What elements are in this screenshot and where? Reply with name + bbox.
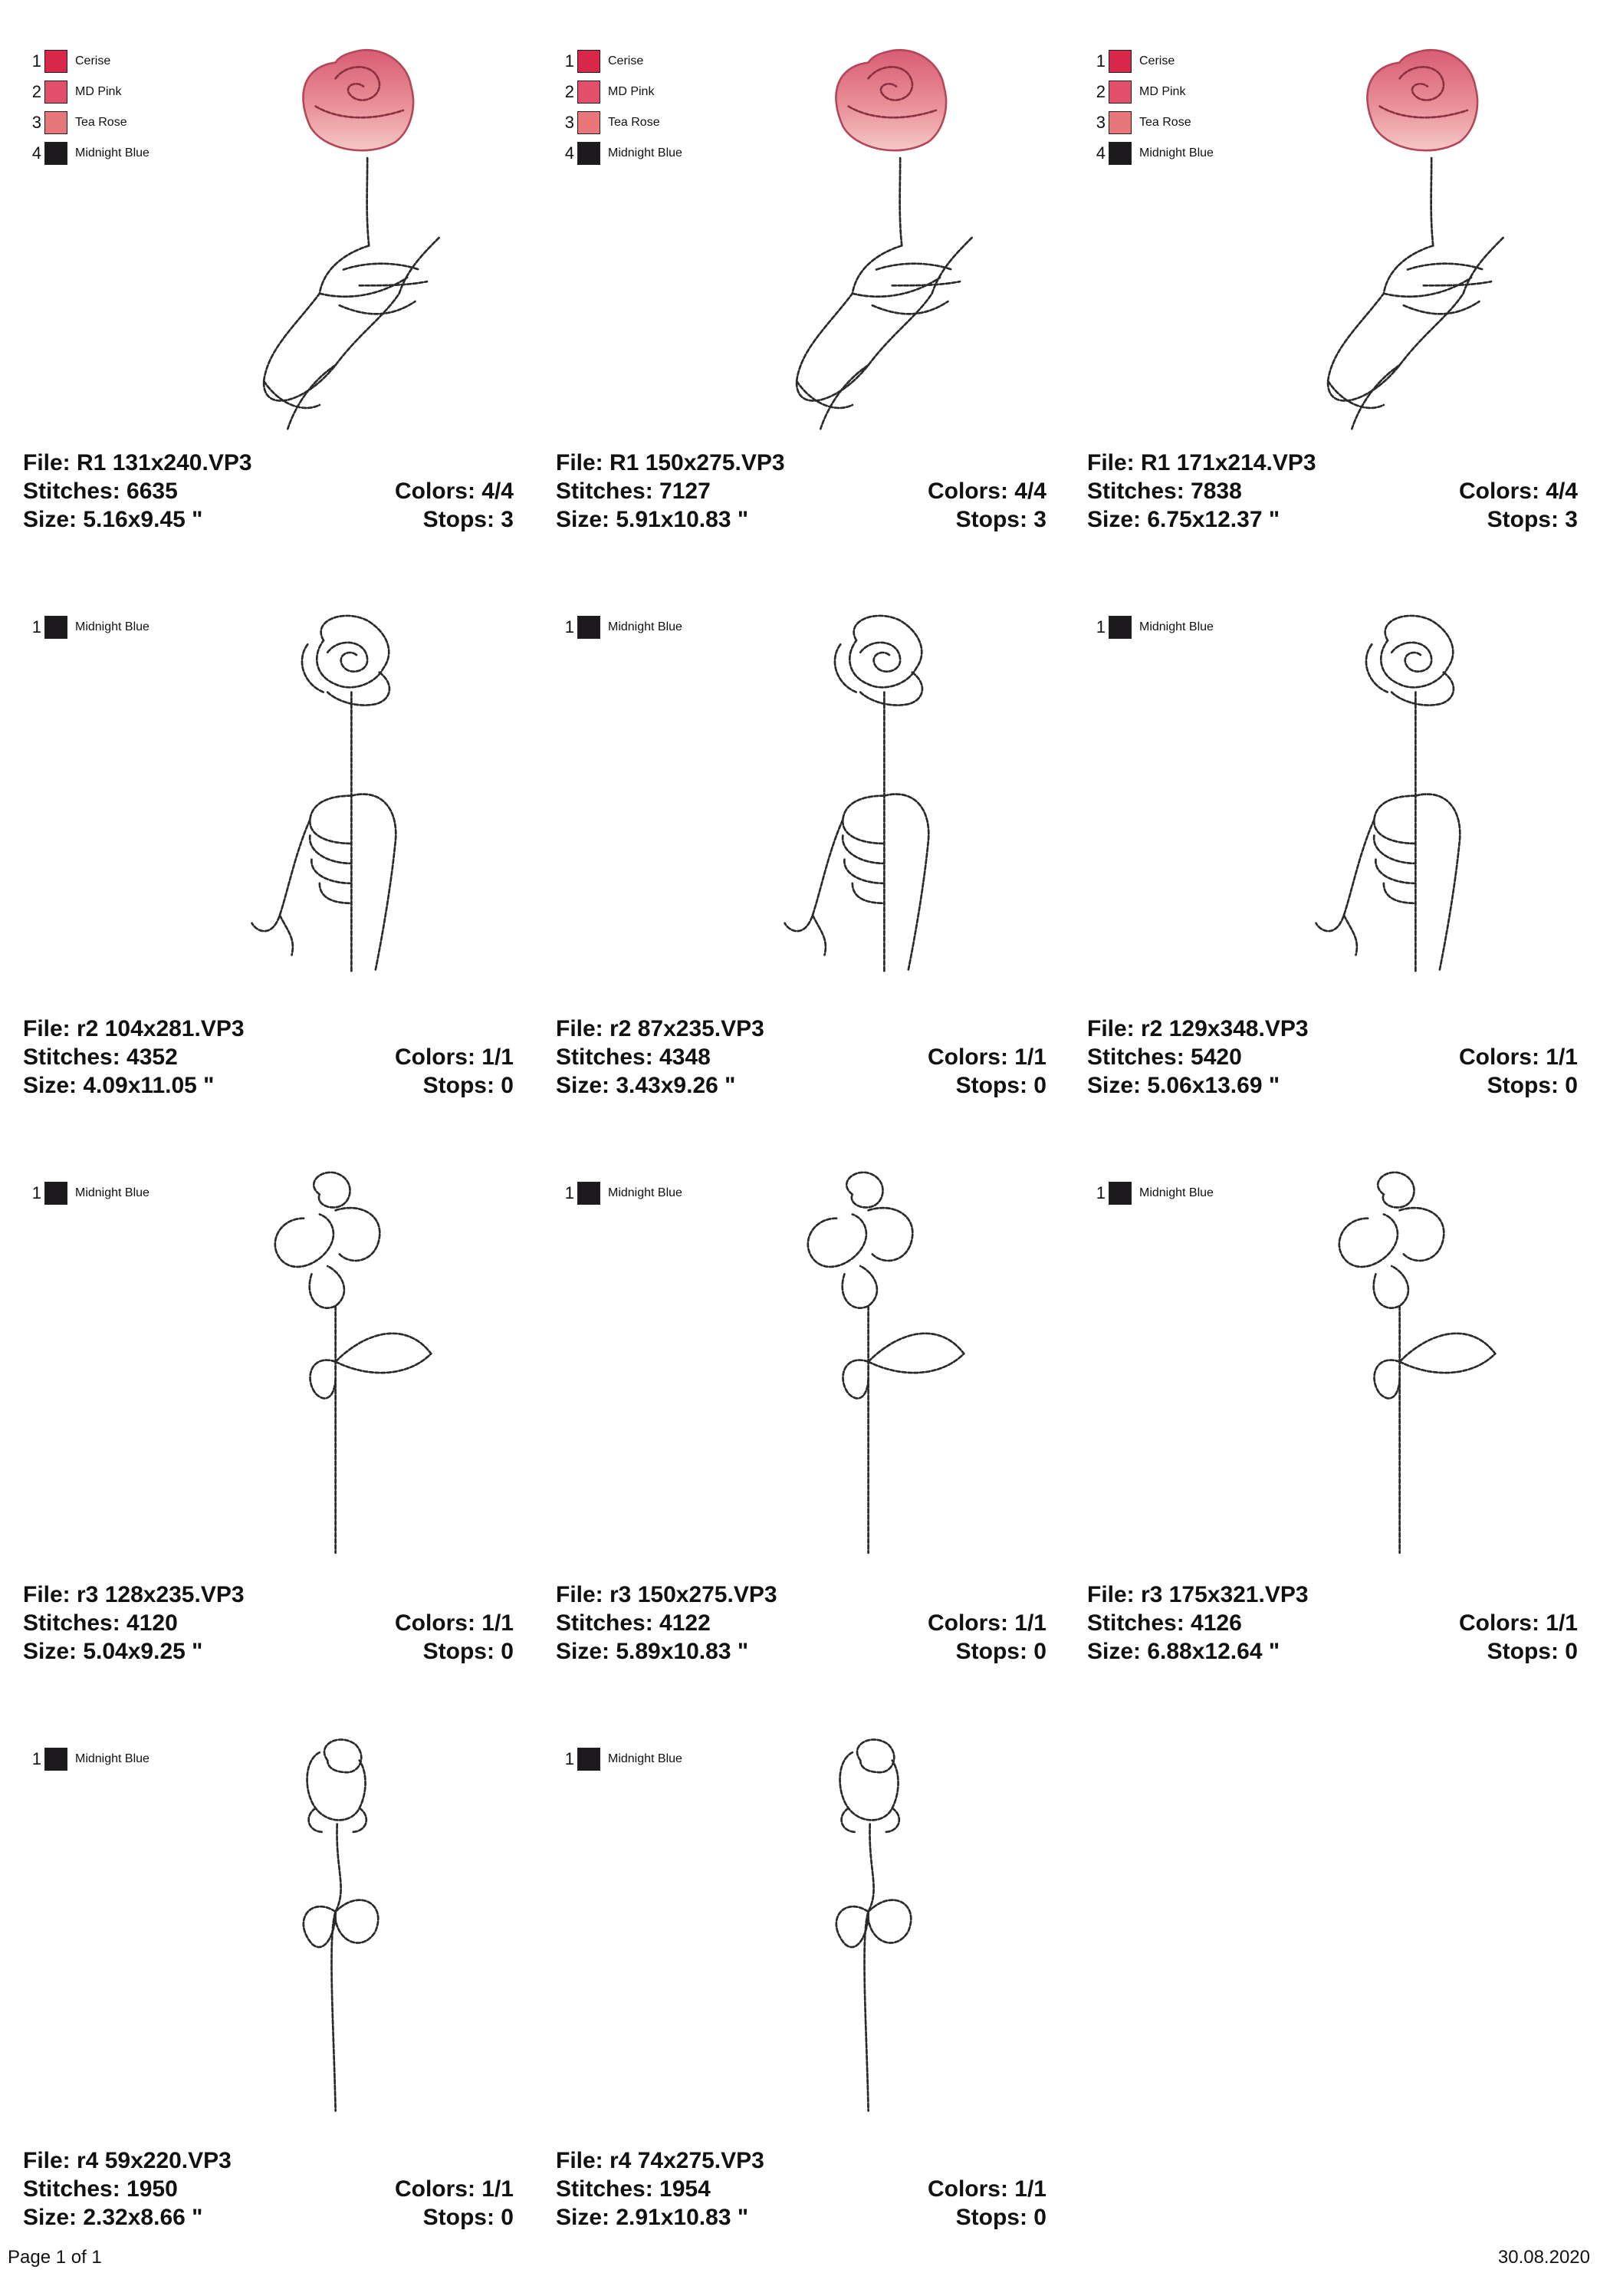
stop-count: Stops: 3: [1487, 507, 1578, 532]
thread-color-name: Midnight Blue: [1139, 146, 1214, 160]
thread-color-legend: [1095, 612, 1214, 643]
file-name: File: r4 74x275.VP3: [556, 2148, 764, 2173]
design-info: [556, 1015, 1046, 1100]
thread-color-swatch: [44, 142, 67, 165]
thread-color-swatch: [1109, 81, 1132, 104]
thread-color-legend: [1095, 1178, 1214, 1209]
thread-color-row: [564, 138, 682, 169]
thread-color-row: [564, 1178, 682, 1209]
rose-leaf-preview: [761, 1163, 991, 1577]
rose-leaf-preview: [228, 1163, 458, 1577]
design-size: Size: 6.75x12.37 ": [1087, 507, 1280, 532]
thread-color-number: 1: [31, 1183, 41, 1202]
design-info: [556, 1581, 1046, 1666]
thread-color-row: [31, 138, 150, 169]
stop-count: Stops: 0: [422, 1073, 514, 1098]
page-number: Page 1 of 1: [8, 2247, 102, 2268]
thread-color-swatch: [44, 616, 67, 639]
rose-leaf-drawing: [1293, 1163, 1523, 1577]
thread-color-number: 1: [31, 617, 41, 636]
design-size: Size: 3.43x9.26 ": [556, 1073, 736, 1098]
stitch-count: Stitches: 4348: [556, 1044, 711, 1070]
thread-color-legend: [31, 612, 150, 643]
thread-color-name: Midnight Blue: [1139, 620, 1214, 633]
thread-color-row: [31, 1178, 150, 1209]
thread-color-swatch: [577, 50, 600, 73]
rose-hand-preview: [228, 31, 458, 445]
color-count: Colors: 1/1: [394, 1610, 514, 1636]
thread-color-number: 2: [564, 82, 574, 101]
color-count: Colors: 4/4: [927, 479, 1046, 504]
stitch-count: Stitches: 4120: [23, 1610, 178, 1636]
thread-color-row: [1095, 612, 1214, 643]
thread-color-swatch: [44, 111, 67, 134]
thread-color-number: 1: [31, 51, 41, 71]
thread-color-row: [31, 107, 150, 138]
thread-color-swatch: [577, 142, 600, 165]
thread-color-row: [31, 612, 150, 643]
thread-color-name: Tea Rose: [1139, 116, 1191, 129]
thread-color-swatch: [44, 81, 67, 104]
file-name: File: r2 87x235.VP3: [556, 1016, 764, 1041]
design-cell-3: [1078, 31, 1599, 598]
stitch-count: Stitches: 5420: [1087, 1044, 1242, 1070]
stop-count: Stops: 0: [955, 1073, 1046, 1098]
thread-color-legend: [1095, 46, 1214, 169]
design-info: [23, 449, 514, 534]
thread-color-row: [564, 46, 682, 77]
thread-color-swatch: [1109, 616, 1132, 639]
thread-color-number: 1: [564, 1749, 574, 1768]
thread-color-swatch: [1109, 1182, 1132, 1205]
design-cell-10: [14, 1729, 535, 2296]
thread-color-number: 1: [564, 51, 574, 71]
thread-color-swatch: [44, 1182, 67, 1205]
thread-color-row: [31, 1744, 150, 1775]
thread-color-number: 1: [1096, 617, 1106, 636]
thread-color-number: 3: [31, 113, 41, 132]
thread-color-swatch: [1109, 50, 1132, 73]
thread-color-row: [1095, 138, 1214, 169]
design-info: [556, 449, 1046, 534]
thread-color-legend: [564, 1744, 682, 1775]
thread-color-name: Midnight Blue: [608, 146, 682, 160]
file-name: File: R1 131x240.VP3: [23, 450, 252, 475]
stop-count: Stops: 0: [422, 1639, 514, 1664]
print-date: 30.08.2020: [1497, 2247, 1590, 2268]
design-cell-5: [547, 597, 1068, 1164]
thread-color-number: 3: [1096, 113, 1106, 132]
stop-count: Stops: 0: [1487, 1073, 1578, 1098]
design-cell-9: [1078, 1163, 1599, 1730]
thread-color-name: Midnight Blue: [75, 1752, 150, 1765]
rose-bud-preview: [228, 1729, 458, 2143]
design-info: [556, 2146, 1046, 2232]
stop-count: Stops: 0: [955, 1639, 1046, 1664]
thread-color-legend: [564, 46, 682, 169]
stop-count: Stops: 3: [955, 507, 1046, 532]
thread-color-row: [564, 612, 682, 643]
rose-grip-drawing: [228, 597, 458, 1011]
thread-color-name: Tea Rose: [75, 116, 127, 129]
thread-color-row: [1095, 46, 1214, 77]
rose-bud-preview: [761, 1729, 991, 2143]
thread-color-row: [31, 46, 150, 77]
stitch-count: Stitches: 1950: [23, 2176, 178, 2202]
thread-color-row: [564, 1744, 682, 1775]
thread-color-swatch: [1109, 142, 1132, 165]
stop-count: Stops: 0: [955, 2205, 1046, 2230]
design-size: Size: 5.04x9.25 ": [23, 1639, 203, 1664]
thread-color-number: 4: [564, 143, 574, 163]
stop-count: Stops: 3: [422, 507, 514, 532]
thread-color-name: MD Pink: [1139, 85, 1186, 98]
rose-hand-drawing: [1293, 31, 1523, 445]
thread-color-row: [1095, 1178, 1214, 1209]
thread-color-number: 1: [564, 617, 574, 636]
rose-grip-drawing: [1293, 597, 1523, 1011]
stitch-count: Stitches: 4122: [556, 1610, 711, 1636]
design-info: [1087, 1015, 1578, 1100]
design-info: [23, 1581, 514, 1666]
color-count: Colors: 1/1: [1458, 1044, 1578, 1070]
design-info: [23, 1015, 514, 1100]
design-info: [1087, 449, 1578, 534]
stop-count: Stops: 0: [422, 2205, 514, 2230]
thread-color-row: [1095, 77, 1214, 107]
color-count: Colors: 1/1: [394, 2176, 514, 2202]
thread-color-name: Cerise: [75, 54, 111, 67]
rose-grip-drawing: [761, 597, 991, 1011]
color-count: Colors: 1/1: [927, 2176, 1046, 2202]
thread-color-name: Midnight Blue: [1139, 1186, 1214, 1199]
file-name: File: r3 175x321.VP3: [1087, 1582, 1309, 1607]
thread-color-name: Midnight Blue: [75, 146, 150, 160]
thread-color-number: 2: [31, 82, 41, 101]
thread-color-name: Cerise: [1139, 54, 1175, 67]
design-size: Size: 5.16x9.45 ": [23, 507, 203, 532]
thread-color-legend: [31, 46, 150, 169]
design-size: Size: 6.88x12.64 ": [1087, 1639, 1280, 1664]
stitch-count: Stitches: 7838: [1087, 479, 1242, 504]
file-name: File: r4 59x220.VP3: [23, 2148, 232, 2173]
thread-color-swatch: [44, 50, 67, 73]
thread-color-number: 1: [1096, 1183, 1106, 1202]
thread-color-name: Midnight Blue: [608, 1752, 682, 1765]
file-name: File: R1 150x275.VP3: [556, 450, 785, 475]
thread-color-number: 4: [31, 143, 41, 163]
design-info: [23, 2146, 514, 2232]
stop-count: Stops: 0: [1487, 1639, 1578, 1664]
thread-color-name: Midnight Blue: [75, 1186, 150, 1199]
design-size: Size: 5.91x10.83 ": [556, 507, 749, 532]
rose-hand-preview: [1293, 31, 1523, 445]
thread-color-name: Midnight Blue: [608, 620, 682, 633]
stitch-count: Stitches: 6635: [23, 479, 178, 504]
rose-leaf-drawing: [761, 1163, 991, 1577]
thread-color-swatch: [577, 81, 600, 104]
file-name: File: r3 128x235.VP3: [23, 1582, 245, 1607]
thread-color-number: 3: [564, 113, 574, 132]
thread-color-name: Midnight Blue: [75, 620, 150, 633]
design-size: Size: 4.09x11.05 ": [23, 1073, 215, 1098]
thread-color-legend: [564, 1178, 682, 1209]
color-count: Colors: 1/1: [927, 1044, 1046, 1070]
rose-hand-preview: [761, 31, 991, 445]
thread-color-number: 4: [1096, 143, 1106, 163]
file-name: File: r3 150x275.VP3: [556, 1582, 777, 1607]
design-cell-4: [14, 597, 535, 1164]
design-size: Size: 2.32x8.66 ": [23, 2205, 203, 2230]
design-cell-1: [14, 31, 535, 598]
thread-color-row: [31, 77, 150, 107]
stitch-count: Stitches: 4352: [23, 1044, 178, 1070]
design-cell-8: [547, 1163, 1068, 1730]
rose-grip-preview: [761, 597, 991, 1011]
thread-color-legend: [564, 612, 682, 643]
stitch-count: Stitches: 7127: [556, 479, 711, 504]
file-name: File: r2 129x348.VP3: [1087, 1016, 1309, 1041]
rose-grip-preview: [228, 597, 458, 1011]
rose-grip-preview: [1293, 597, 1523, 1011]
thread-color-swatch: [577, 1182, 600, 1205]
color-count: Colors: 4/4: [394, 479, 514, 504]
color-count: Colors: 1/1: [927, 1610, 1046, 1636]
thread-color-name: Cerise: [608, 54, 644, 67]
color-count: Colors: 1/1: [1458, 1610, 1578, 1636]
design-size: Size: 5.06x13.69 ": [1087, 1073, 1280, 1098]
design-size: Size: 2.91x10.83 ": [556, 2205, 749, 2230]
rose-hand-drawing: [761, 31, 991, 445]
stitch-count: Stitches: 1954: [556, 2176, 711, 2202]
design-cell-6: [1078, 597, 1599, 1164]
rose-hand-drawing: [228, 31, 458, 445]
stitch-count: Stitches: 4126: [1087, 1610, 1242, 1636]
rose-leaf-drawing: [228, 1163, 458, 1577]
thread-color-number: 1: [564, 1183, 574, 1202]
thread-color-number: 2: [1096, 82, 1106, 101]
rose-bud-drawing: [761, 1729, 991, 2143]
thread-color-legend: [31, 1178, 150, 1209]
design-cell-11: [547, 1729, 1068, 2296]
file-name: File: r2 104x281.VP3: [23, 1016, 245, 1041]
file-name: File: R1 171x214.VP3: [1087, 450, 1316, 475]
thread-color-row: [1095, 107, 1214, 138]
design-cell-7: [14, 1163, 535, 1730]
rose-bud-drawing: [228, 1729, 458, 2143]
thread-color-name: MD Pink: [608, 85, 655, 98]
design-cell-2: [547, 31, 1068, 598]
thread-color-name: Midnight Blue: [608, 1186, 682, 1199]
thread-color-swatch: [577, 111, 600, 134]
color-count: Colors: 1/1: [394, 1044, 514, 1070]
thread-color-row: [564, 77, 682, 107]
thread-color-swatch: [577, 1748, 600, 1771]
thread-color-row: [564, 107, 682, 138]
color-count: Colors: 4/4: [1458, 479, 1578, 504]
thread-color-number: 1: [31, 1749, 41, 1768]
design-info: [1087, 1581, 1578, 1666]
thread-color-name: Tea Rose: [608, 116, 660, 129]
rose-leaf-preview: [1293, 1163, 1523, 1577]
design-size: Size: 5.89x10.83 ": [556, 1639, 749, 1664]
thread-color-name: MD Pink: [75, 85, 122, 98]
thread-color-swatch: [577, 616, 600, 639]
thread-color-legend: [31, 1744, 150, 1775]
thread-color-swatch: [44, 1748, 67, 1771]
thread-color-number: 1: [1096, 51, 1106, 71]
thread-color-swatch: [1109, 111, 1132, 134]
